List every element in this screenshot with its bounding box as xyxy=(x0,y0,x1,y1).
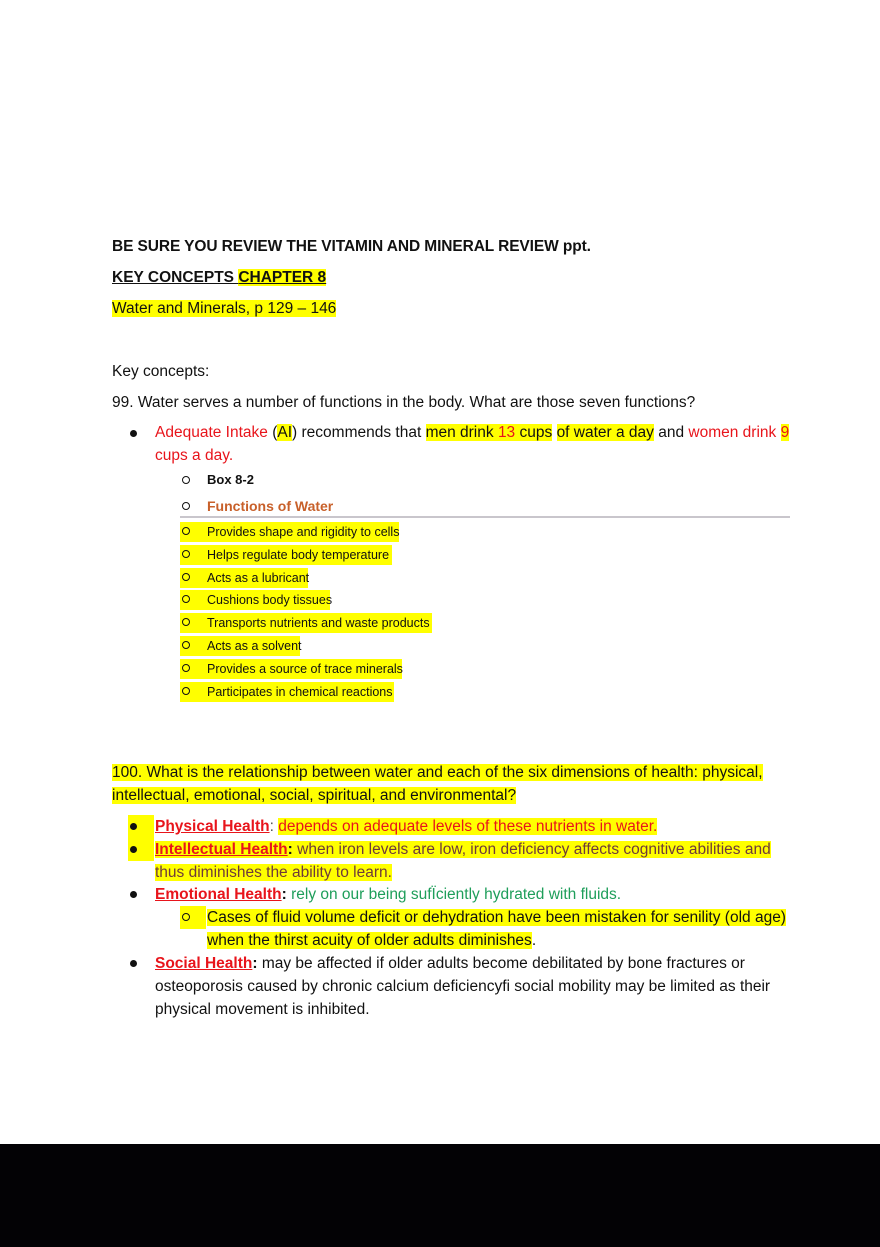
adequate-intake-term: Adequate Intake xyxy=(155,424,268,441)
question-99: 99. Water serves a number of functions in the body. What are those seven functions? xyxy=(112,394,696,411)
physical-health-item xyxy=(155,815,795,838)
bullet-dot-icon xyxy=(130,960,137,967)
chapter-subtitle-text: Water and Minerals, p 129 – 146 xyxy=(112,300,337,317)
box-label: Box 8-2 xyxy=(207,472,254,487)
text-fragment: ) recommends that xyxy=(292,424,426,441)
key-concepts-prefix: KEY CONCEPTS xyxy=(112,269,239,286)
text-fragment: women drink xyxy=(688,424,781,441)
text-fragment: cups xyxy=(515,424,553,441)
ring-bullet-icon xyxy=(182,476,190,484)
function-item-text: Transports nutrients and waste products xyxy=(207,616,430,630)
function-item-text: Provides a source of trace minerals xyxy=(207,662,403,676)
ring-bullet-icon xyxy=(182,595,190,603)
function-item-text: Acts as a lubricant xyxy=(207,571,310,585)
text-fragment: ( xyxy=(267,424,278,441)
bottom-black-band xyxy=(0,1144,880,1247)
question-100-text: 100. What is the relationship between water and each of the six dimensions of health: physical, intellectual, emotional, social, spiritual, and environmental? xyxy=(112,764,763,804)
text-fragment: : xyxy=(269,818,274,835)
ring-bullet-icon xyxy=(182,618,190,626)
bullet-dot-icon xyxy=(130,846,137,853)
text-fragment xyxy=(552,424,556,441)
intellectual-health-item xyxy=(155,838,795,884)
bullet-dot-icon xyxy=(130,891,137,898)
chapter-subtitle xyxy=(112,297,336,320)
ring-bullet-icon xyxy=(182,664,190,672)
question-100 xyxy=(112,761,792,807)
emotional-health-text: rely on our being sufÏciently hydrated with fluids. xyxy=(291,886,622,903)
ring-bullet-icon xyxy=(182,687,190,695)
function-item-text: Participates in chemical reactions xyxy=(207,685,393,699)
emotional-health-subitem xyxy=(207,906,787,952)
review-reminder-heading: BE SURE YOU REVIEW THE VITAMIN AND MINERAL REVIEW ppt. xyxy=(112,238,591,255)
text-fragment: : xyxy=(281,886,287,903)
text-fragment: . xyxy=(531,932,537,949)
ring-bullet-icon xyxy=(182,550,190,558)
ring-bullet-icon xyxy=(182,502,190,510)
women-cups-value: 9 xyxy=(780,424,790,441)
text-fragment: and xyxy=(653,424,689,441)
intellectual-health-text: when iron levels are low, iron deficiency affects cognitive abilities and thus diminishes the ability to learn. xyxy=(155,841,771,881)
physical-health-text: depends on adequate levels of these nutrients in water. xyxy=(278,818,658,835)
social-health-item xyxy=(155,952,795,1021)
emotional-health-item xyxy=(155,883,795,906)
social-health-label: Social Health xyxy=(155,955,253,972)
bullet-dot-icon xyxy=(130,430,137,437)
function-item-text: Provides shape and rigidity to cells xyxy=(207,525,400,539)
physical-health-label: Physical Health xyxy=(155,818,270,835)
function-item-text: Acts as a solvent xyxy=(207,639,302,653)
bullet-dot-icon xyxy=(130,823,137,830)
text-fragment: : xyxy=(287,841,293,858)
chapter-label: CHAPTER 8 xyxy=(238,269,327,286)
text-fragment: : xyxy=(252,955,258,972)
intellectual-health-label: Intellectual Health xyxy=(155,841,288,858)
function-item-text: Cushions body tissues xyxy=(207,593,333,607)
functions-of-water-title: Functions of Water xyxy=(207,498,334,514)
ring-bullet-icon xyxy=(182,573,190,581)
ring-bullet-icon xyxy=(182,527,190,535)
adequate-intake-bullet xyxy=(155,421,795,467)
emotional-health-subitem-text: Cases of fluid volume deficit or dehydration have been mistaken for senility (old age) when the thirst acuity of older adults diminishes xyxy=(207,909,786,949)
box-divider xyxy=(180,516,790,518)
ring-bullet-icon xyxy=(182,913,190,921)
text-fragment: men drink xyxy=(425,424,498,441)
key-concepts-label: Key concepts: xyxy=(112,363,210,380)
key-concepts-heading xyxy=(112,266,326,289)
text-fragment: cups a day. xyxy=(155,447,234,464)
ring-bullet-icon xyxy=(182,641,190,649)
function-item-text: Helps regulate body temperature xyxy=(207,548,390,562)
ai-abbrev: AI xyxy=(277,424,293,441)
emotional-health-label: Emotional Health xyxy=(155,886,282,903)
social-health-text: may be affected if older adults become debilitated by bone fractures or osteoporosis caused by chronic calcium deficiencyﬁ social mobility may be limited as their physical movement is inhibited. xyxy=(155,955,771,1018)
text-fragment: of water a day xyxy=(556,424,654,441)
men-cups-value: 13 xyxy=(497,424,516,441)
